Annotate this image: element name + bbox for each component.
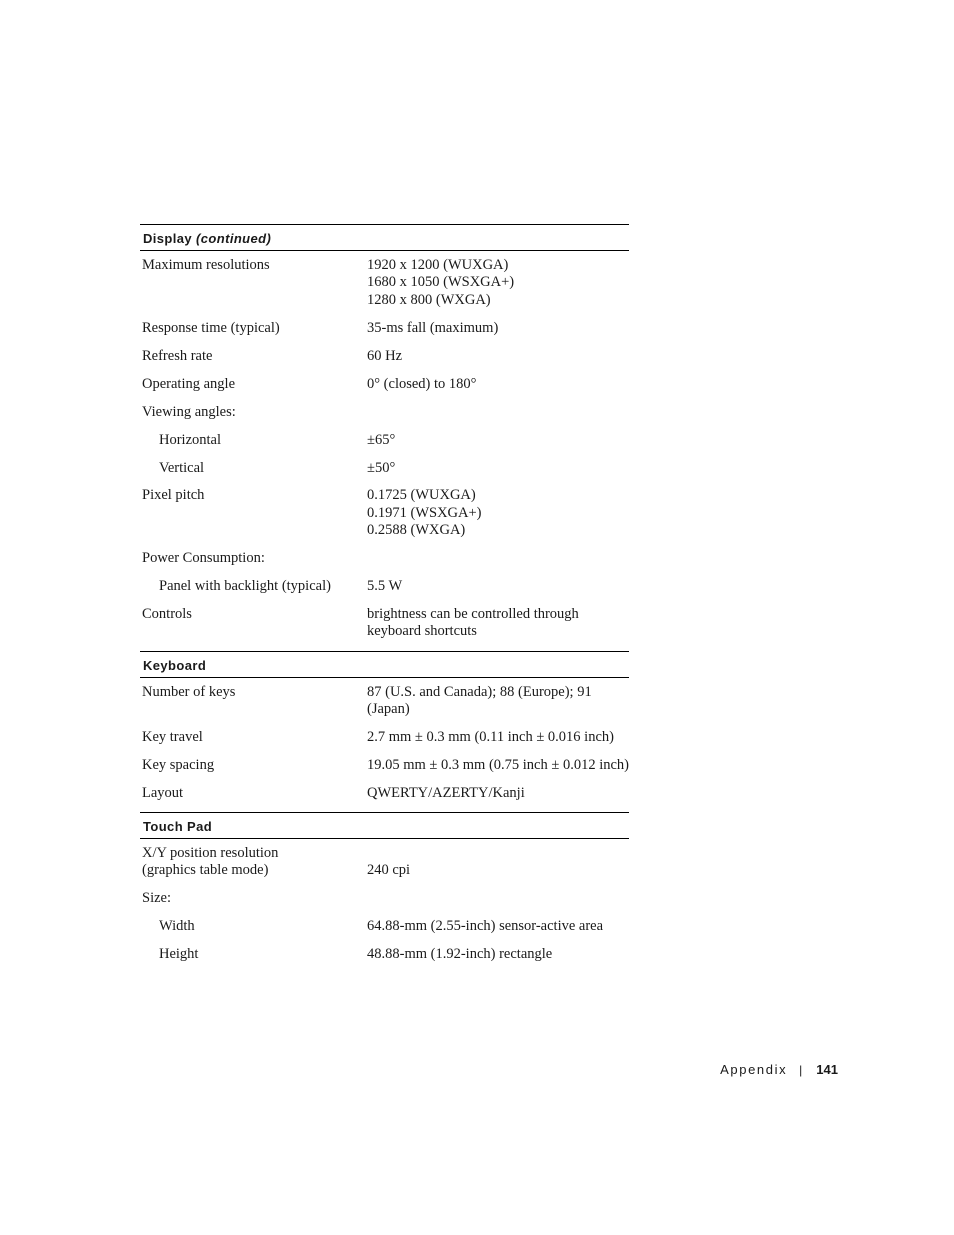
spec-value-line: 1920 x 1200 (WUXGA) — [367, 257, 509, 273]
spec-value-line: 0.1971 (WSXGA+) — [367, 504, 482, 521]
spec-row-maximum-resolutions — [140, 257, 629, 309]
section-header-touch-pad — [140, 812, 629, 839]
section-header-display — [140, 224, 629, 251]
spec-label: Refresh rate — [142, 347, 213, 364]
touchpad-rows — [140, 839, 629, 974]
spec-label: Height — [159, 946, 199, 963]
spec-label: Viewing angles: — [142, 403, 236, 420]
spec-value: QWERTY/AZERTY/Kanji — [367, 784, 525, 801]
spec-row-height — [140, 946, 629, 963]
spec-row-layout — [140, 785, 629, 802]
spec-value: 35-ms fall (maximum) — [367, 319, 499, 336]
spec-row-controls — [140, 606, 629, 641]
spec-label: Width — [159, 918, 195, 935]
footer-separator: | — [799, 1062, 803, 1077]
spec-row-refresh-rate — [140, 348, 629, 365]
spec-value-line: 1280 x 800 (WXGA) — [367, 291, 491, 308]
spec-value: 64.88-mm (2.55-inch) sensor-active area — [367, 918, 604, 935]
section-continued-note: (continued) — [196, 231, 272, 246]
spec-row-operating-angle — [140, 376, 629, 393]
spec-row-viewing-angles — [140, 404, 629, 421]
spec-value — [364, 257, 629, 309]
spec-label: Horizontal — [159, 431, 222, 448]
spec-label: Operating angle — [142, 375, 236, 392]
spec-label: Maximum resolutions — [142, 257, 270, 273]
spec-value: 2.7 mm ± 0.3 mm (0.11 inch ± 0.016 inch) — [367, 728, 614, 745]
spec-label: Key spacing — [142, 756, 215, 773]
footer-section-name: Appendix — [720, 1062, 788, 1077]
keyboard-rows — [140, 678, 629, 813]
spec-value: 0° (closed) to 180° — [367, 375, 477, 392]
section-header-keyboard — [140, 651, 629, 678]
spec-label: Number of keys — [142, 683, 236, 700]
spec-label-line: (graphics table mode) — [142, 862, 269, 879]
spec-value-line: 0.2588 (WXGA) — [367, 522, 466, 539]
spec-value — [364, 890, 629, 907]
spec-label — [140, 845, 364, 880]
spec-value — [364, 684, 629, 719]
spec-row-key-travel — [140, 729, 629, 746]
spec-label: Controls — [142, 606, 192, 623]
page-number: 141 — [816, 1062, 838, 1077]
spec-value — [364, 550, 629, 567]
spec-label-line: X/Y position resolution — [142, 845, 279, 862]
section-title: Display — [143, 231, 193, 246]
spec-table — [140, 224, 629, 974]
spec-row-size — [140, 890, 629, 907]
section-title: Touch Pad — [143, 819, 213, 835]
spec-row-power-consumption — [140, 550, 629, 567]
spec-label: Size: — [142, 890, 171, 907]
spec-value — [364, 606, 629, 641]
spec-value — [364, 487, 629, 539]
spec-label: Vertical — [159, 459, 205, 476]
spec-row-pixel-pitch — [140, 487, 629, 539]
page-footer — [720, 1062, 838, 1077]
spec-label: Panel with backlight (typical) — [159, 578, 331, 595]
spec-label: Key travel — [142, 728, 203, 745]
spec-value: 60 Hz — [367, 347, 403, 364]
spec-label: Power Consumption: — [142, 550, 265, 567]
spec-row-key-spacing — [140, 757, 629, 774]
spec-value: 19.05 mm ± 0.3 mm (0.75 inch ± 0.012 inch) — [367, 756, 629, 773]
spec-row-horizontal — [140, 432, 629, 449]
spec-value-line: 0.1725 (WUXGA) — [367, 487, 476, 504]
display-rows — [140, 251, 629, 651]
spec-value-line: 1680 x 1050 (WSXGA+) — [367, 274, 515, 291]
spec-value-text: 87 (U.S. and Canada); 88 (Europe); 91 (Japan) — [367, 683, 592, 717]
spec-row-number-of-keys — [140, 684, 629, 719]
spec-value: ±65° — [367, 431, 396, 448]
spec-row-xy-position-resolution — [140, 845, 629, 880]
spec-label: Response time (typical) — [142, 319, 280, 336]
spec-row-panel-backlight — [140, 578, 629, 595]
spec-value: 240 cpi — [367, 862, 411, 879]
spec-value: 48.88-mm (1.92-inch) rectangle — [367, 946, 553, 963]
spec-row-vertical — [140, 460, 629, 477]
spec-value-text: brightness can be controlled through keyboard shortcuts — [367, 606, 579, 640]
spec-value: 5.5 W — [367, 578, 403, 595]
spec-value: ±50° — [367, 459, 396, 476]
spec-label: Layout — [142, 784, 184, 801]
spec-row-response-time — [140, 320, 629, 337]
spec-row-width — [140, 918, 629, 935]
section-title: Keyboard — [143, 657, 207, 673]
spec-label: Pixel pitch — [142, 487, 205, 504]
spec-value — [364, 404, 629, 421]
